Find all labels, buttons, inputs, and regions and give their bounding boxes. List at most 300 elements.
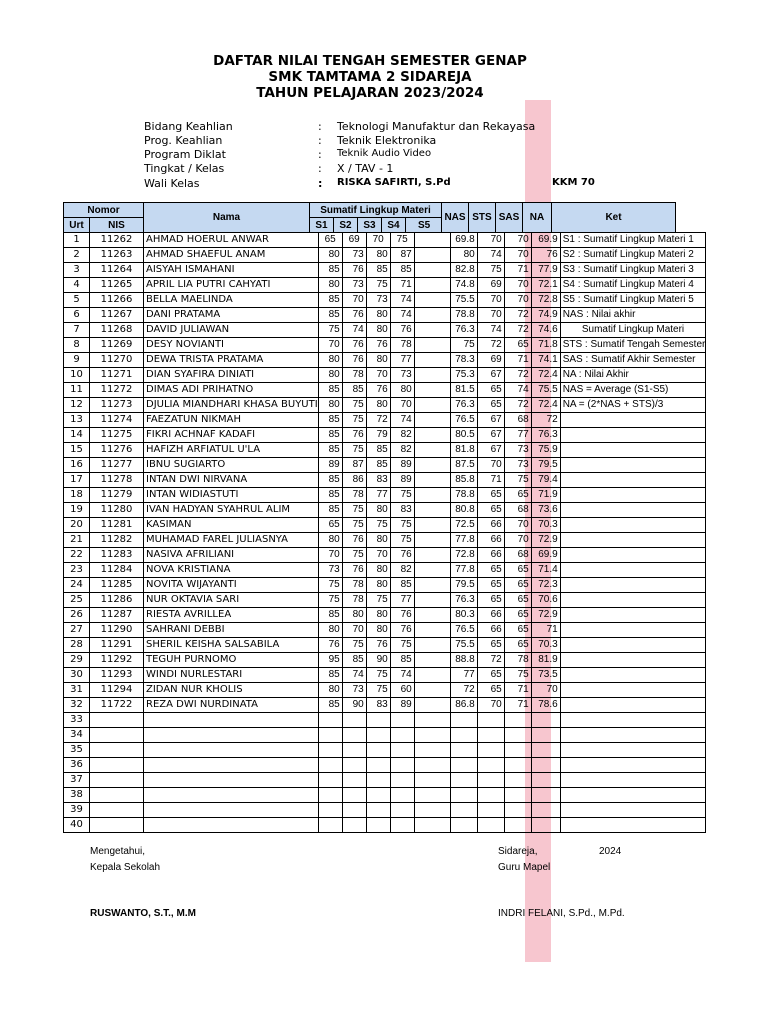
row-nas: 82.8 xyxy=(450,263,477,278)
info-label-tingkat: Tingkat / Kelas xyxy=(144,162,225,175)
row-s2: 76 xyxy=(342,263,366,278)
table-row xyxy=(64,353,706,368)
row-sas: 70 xyxy=(504,248,531,263)
row-na: 75.5 xyxy=(531,383,560,398)
row-s5 xyxy=(414,263,450,278)
row-urt: 6 xyxy=(64,308,90,323)
row-nis: 11272 xyxy=(90,383,144,398)
row-s4: 74 xyxy=(390,413,414,428)
row-sts: 65 xyxy=(477,668,504,683)
row-s2: 85 xyxy=(342,653,366,668)
row-nas: 80 xyxy=(450,248,477,263)
row-urt: 7 xyxy=(64,323,90,338)
row-sts: 65 xyxy=(477,593,504,608)
row-sts: 65 xyxy=(477,383,504,398)
row-na: 70 xyxy=(531,683,560,698)
row-sts: 70 xyxy=(477,698,504,713)
row-nama: NOVITA WIJAYANTI xyxy=(144,578,319,593)
row-s3: 85 xyxy=(366,458,390,473)
header-urt: Urt xyxy=(63,217,90,233)
row-s5 xyxy=(414,248,450,263)
row-nama: IVAN HADYAN SYAHRUL ALIM xyxy=(144,503,319,518)
row-nis: 11290 xyxy=(90,623,144,638)
table-row xyxy=(64,443,706,458)
row-nas: 72.5 xyxy=(450,518,477,533)
row-s4: 85 xyxy=(390,653,414,668)
row-s4: 82 xyxy=(390,563,414,578)
row-ket xyxy=(560,428,706,443)
header-nama: Nama xyxy=(143,202,310,233)
row-s3: 80 xyxy=(366,608,390,623)
row-s2: 78 xyxy=(342,368,366,383)
row-urt: 34 xyxy=(64,728,90,743)
school-name: SMK TAMTAMA 2 SIDAREJA xyxy=(268,69,472,85)
footer-mengetahui: Mengetahui, xyxy=(90,846,146,857)
header-s3: S3 xyxy=(357,217,382,233)
row-nas: 80.8 xyxy=(450,503,477,518)
row-na xyxy=(531,758,560,773)
row-nas xyxy=(450,818,477,833)
doc-title: DAFTAR NILAI TENGAH SEMESTER GENAP xyxy=(213,53,527,69)
row-na: 77.9 xyxy=(531,263,560,278)
row-s5 xyxy=(414,728,450,743)
row-sas xyxy=(504,758,531,773)
row-nama: NASIVA AFRILIANI xyxy=(144,548,319,563)
row-nama: SAHRANI DEBBI xyxy=(144,623,319,638)
row-s1: 85 xyxy=(318,608,342,623)
footer-year: 2024 xyxy=(599,846,622,857)
row-na xyxy=(531,818,560,833)
info-colon: : xyxy=(318,162,322,175)
row-s1: 80 xyxy=(318,683,342,698)
row-s1: 95 xyxy=(318,653,342,668)
row-urt: 30 xyxy=(64,668,90,683)
row-sts xyxy=(477,788,504,803)
row-sas: 65 xyxy=(504,488,531,503)
table-row xyxy=(64,263,706,278)
row-nama: DJULIA MIANDHARI KHASA BUYUTI xyxy=(144,398,319,413)
row-s4 xyxy=(390,773,414,788)
row-ket xyxy=(560,593,706,608)
row-nas: 75 xyxy=(450,338,477,353)
row-nas: 76.5 xyxy=(450,623,477,638)
row-nama: DESY NOVIANTI xyxy=(144,338,319,353)
row-ket xyxy=(560,698,706,713)
row-s4: 75 xyxy=(390,518,414,533)
row-nas xyxy=(450,713,477,728)
row-s1: 80 xyxy=(318,533,342,548)
row-sts: 67 xyxy=(477,413,504,428)
row-ket xyxy=(560,638,706,653)
row-s2: 74 xyxy=(342,323,366,338)
row-s3: 80 xyxy=(366,353,390,368)
row-na: 79.4 xyxy=(531,473,560,488)
row-nis: 11262 xyxy=(90,233,144,248)
row-urt: 39 xyxy=(64,803,90,818)
row-s2: 69 xyxy=(342,233,366,248)
row-urt: 19 xyxy=(64,503,90,518)
row-na: 79.5 xyxy=(531,458,560,473)
row-nis: 11277 xyxy=(90,458,144,473)
row-sas: 78 xyxy=(504,653,531,668)
row-nis: 11275 xyxy=(90,428,144,443)
info-label-bidang: Bidang Keahlian xyxy=(144,120,233,133)
row-nis xyxy=(90,773,144,788)
row-s1: 85 xyxy=(318,698,342,713)
row-nas: 77 xyxy=(450,668,477,683)
row-s3: 80 xyxy=(366,503,390,518)
row-na: 74.9 xyxy=(531,308,560,323)
row-s2: 74 xyxy=(342,668,366,683)
footer-kepala-sekolah: Kepala Sekolah xyxy=(90,862,161,873)
row-urt: 2 xyxy=(64,248,90,263)
row-s2: 75 xyxy=(342,398,366,413)
row-na: 73.6 xyxy=(531,503,560,518)
row-urt: 17 xyxy=(64,473,90,488)
table-row xyxy=(64,743,706,758)
table-row xyxy=(64,503,706,518)
row-sts: 74 xyxy=(477,248,504,263)
row-s1: 85 xyxy=(318,488,342,503)
table-row xyxy=(64,578,706,593)
row-nis xyxy=(90,758,144,773)
row-na: 72.1 xyxy=(531,278,560,293)
row-s3: 80 xyxy=(366,308,390,323)
row-nas: 75.5 xyxy=(450,293,477,308)
row-s1: 85 xyxy=(318,503,342,518)
row-sts: 71 xyxy=(477,473,504,488)
row-nas xyxy=(450,788,477,803)
row-urt: 37 xyxy=(64,773,90,788)
row-s2 xyxy=(342,743,366,758)
row-s4: 74 xyxy=(390,293,414,308)
row-nis xyxy=(90,788,144,803)
row-sts: 65 xyxy=(477,398,504,413)
row-s5 xyxy=(414,398,450,413)
row-sts: 70 xyxy=(477,308,504,323)
table-row xyxy=(64,233,706,248)
row-ket xyxy=(560,803,706,818)
table-row xyxy=(64,728,706,743)
row-s5 xyxy=(414,458,450,473)
row-sas xyxy=(504,773,531,788)
row-s1: 80 xyxy=(318,353,342,368)
row-nas: 78.3 xyxy=(450,353,477,368)
row-s5 xyxy=(414,428,450,443)
row-urt: 38 xyxy=(64,788,90,803)
row-nis: 11276 xyxy=(90,443,144,458)
row-ket: Sumatif Lingkup Materi xyxy=(560,323,706,338)
row-nama xyxy=(144,773,319,788)
row-s2: 87 xyxy=(342,458,366,473)
row-ket xyxy=(560,563,706,578)
row-s3 xyxy=(366,818,390,833)
row-na xyxy=(531,728,560,743)
row-nis: 11287 xyxy=(90,608,144,623)
header-s2: S2 xyxy=(333,217,358,233)
row-s1: 85 xyxy=(318,428,342,443)
row-urt: 32 xyxy=(64,698,90,713)
row-nama: FIKRI ACHNAF KADAFI xyxy=(144,428,319,443)
row-s1: 75 xyxy=(318,593,342,608)
row-nis: 11282 xyxy=(90,533,144,548)
row-s2 xyxy=(342,803,366,818)
row-s1: 85 xyxy=(318,473,342,488)
row-sas: 74 xyxy=(504,383,531,398)
row-s3: 73 xyxy=(366,293,390,308)
table-row xyxy=(64,518,706,533)
row-sas: 72 xyxy=(504,323,531,338)
row-na: 71.9 xyxy=(531,488,560,503)
row-nis: 11271 xyxy=(90,368,144,383)
row-nis: 11267 xyxy=(90,308,144,323)
row-sas: 65 xyxy=(504,608,531,623)
row-sas: 72 xyxy=(504,368,531,383)
row-urt: 16 xyxy=(64,458,90,473)
row-sts: 69 xyxy=(477,278,504,293)
row-na: 74.6 xyxy=(531,323,560,338)
row-sts: 69 xyxy=(477,353,504,368)
row-ket xyxy=(560,443,706,458)
row-nas xyxy=(450,773,477,788)
row-s4: 77 xyxy=(390,353,414,368)
row-sas: 65 xyxy=(504,563,531,578)
row-sts: 65 xyxy=(477,578,504,593)
row-nama: NUR OKTAVIA SARI xyxy=(144,593,319,608)
header-s1: S1 xyxy=(309,217,334,233)
row-s1: 65 xyxy=(318,518,342,533)
row-s5 xyxy=(414,578,450,593)
row-ket xyxy=(560,743,706,758)
row-nis: 11264 xyxy=(90,263,144,278)
row-s5 xyxy=(414,548,450,563)
row-s2 xyxy=(342,788,366,803)
row-s3: 75 xyxy=(366,668,390,683)
row-sts: 66 xyxy=(477,533,504,548)
row-sts: 65 xyxy=(477,683,504,698)
row-nis xyxy=(90,803,144,818)
info-value-diklat: Teknik Audio Video xyxy=(337,148,432,159)
row-s3: 79 xyxy=(366,428,390,443)
row-nas: 87.5 xyxy=(450,458,477,473)
row-ket: NA : Nilai Akhir xyxy=(560,368,706,383)
row-s3: 76 xyxy=(366,638,390,653)
row-urt: 29 xyxy=(64,653,90,668)
row-s2: 75 xyxy=(342,638,366,653)
row-nas: 75.3 xyxy=(450,368,477,383)
row-ket xyxy=(560,533,706,548)
row-ket xyxy=(560,773,706,788)
row-sts: 65 xyxy=(477,563,504,578)
table-row xyxy=(64,533,706,548)
row-urt: 36 xyxy=(64,758,90,773)
row-s4: 75 xyxy=(390,233,414,248)
row-s2: 75 xyxy=(342,503,366,518)
row-nis: 11280 xyxy=(90,503,144,518)
row-s5 xyxy=(414,638,450,653)
row-sts xyxy=(477,728,504,743)
row-nas: 81.8 xyxy=(450,443,477,458)
row-nama: SHERIL KEISHA SALSABILA xyxy=(144,638,319,653)
row-s1: 85 xyxy=(318,443,342,458)
info-value-tingkat: X / TAV - 1 xyxy=(337,162,394,175)
row-s3 xyxy=(366,743,390,758)
header-sas: SAS xyxy=(495,202,523,233)
row-nis xyxy=(90,728,144,743)
row-s2: 78 xyxy=(342,488,366,503)
row-sas: 72 xyxy=(504,308,531,323)
row-urt: 35 xyxy=(64,743,90,758)
row-s3: 72 xyxy=(366,413,390,428)
row-nas: 72 xyxy=(450,683,477,698)
row-s4: 74 xyxy=(390,668,414,683)
row-sas: 68 xyxy=(504,413,531,428)
row-na xyxy=(531,803,560,818)
row-sts xyxy=(477,773,504,788)
row-s3: 80 xyxy=(366,398,390,413)
row-na: 76 xyxy=(531,248,560,263)
row-s4: 87 xyxy=(390,248,414,263)
row-s5 xyxy=(414,653,450,668)
row-sts xyxy=(477,743,504,758)
table-row xyxy=(64,818,706,833)
row-na: 69.9 xyxy=(531,233,560,248)
row-sas: 70 xyxy=(504,233,531,248)
row-s1: 73 xyxy=(318,563,342,578)
row-ket: S5 : Sumatif Lingkup Materi 5 xyxy=(560,293,706,308)
row-s2 xyxy=(342,818,366,833)
row-nama: FAEZATUN NIKMAH xyxy=(144,413,319,428)
row-sas: 68 xyxy=(504,503,531,518)
row-s3: 80 xyxy=(366,623,390,638)
row-nas: 77.8 xyxy=(450,533,477,548)
row-s3 xyxy=(366,713,390,728)
row-ket xyxy=(560,458,706,473)
row-s4: 82 xyxy=(390,443,414,458)
row-s4: 85 xyxy=(390,578,414,593)
row-nas xyxy=(450,758,477,773)
row-s1: 70 xyxy=(318,548,342,563)
row-urt: 31 xyxy=(64,683,90,698)
row-nama: BELLA MAELINDA xyxy=(144,293,319,308)
row-s4: 76 xyxy=(390,608,414,623)
row-nas: 81.5 xyxy=(450,383,477,398)
row-s5 xyxy=(414,683,450,698)
row-nis: 11273 xyxy=(90,398,144,413)
row-na: 72.4 xyxy=(531,398,560,413)
row-s1: 80 xyxy=(318,368,342,383)
row-urt: 28 xyxy=(64,638,90,653)
row-s1 xyxy=(318,758,342,773)
row-s3 xyxy=(366,803,390,818)
row-s2: 70 xyxy=(342,293,366,308)
row-na xyxy=(531,788,560,803)
row-nas: 86.8 xyxy=(450,698,477,713)
row-sts xyxy=(477,758,504,773)
row-urt: 33 xyxy=(64,713,90,728)
row-s5 xyxy=(414,533,450,548)
row-s4 xyxy=(390,758,414,773)
row-nas: 88.8 xyxy=(450,653,477,668)
row-sas: 65 xyxy=(504,593,531,608)
row-sts: 72 xyxy=(477,338,504,353)
row-nas: 76.3 xyxy=(450,593,477,608)
row-sts: 70 xyxy=(477,293,504,308)
row-s3 xyxy=(366,758,390,773)
row-s4: 75 xyxy=(390,638,414,653)
row-ket: NAS = Average (S1-S5) xyxy=(560,383,706,398)
row-sas xyxy=(504,818,531,833)
row-na xyxy=(531,713,560,728)
table-row xyxy=(64,338,706,353)
row-ket xyxy=(560,623,706,638)
row-s2 xyxy=(342,728,366,743)
header-nis: NIS xyxy=(89,217,144,233)
row-sas: 70 xyxy=(504,533,531,548)
row-s5 xyxy=(414,233,450,248)
row-sts: 75 xyxy=(477,263,504,278)
row-nis xyxy=(90,818,144,833)
row-nas: 80.3 xyxy=(450,608,477,623)
row-s1: 85 xyxy=(318,383,342,398)
row-na: 71.4 xyxy=(531,563,560,578)
table-row xyxy=(64,593,706,608)
row-s2: 80 xyxy=(342,608,366,623)
table-row xyxy=(64,698,706,713)
academic-year: TAHUN PELAJARAN 2023/2024 xyxy=(256,85,484,101)
row-s2: 90 xyxy=(342,698,366,713)
table-row xyxy=(64,803,706,818)
row-s5 xyxy=(414,758,450,773)
row-nas: 76.3 xyxy=(450,398,477,413)
table-row xyxy=(64,758,706,773)
row-nas: 78.8 xyxy=(450,308,477,323)
row-sas: 75 xyxy=(504,668,531,683)
row-nas: 74.8 xyxy=(450,278,477,293)
row-nas: 69.8 xyxy=(450,233,477,248)
row-s2: 73 xyxy=(342,683,366,698)
row-s1: 85 xyxy=(318,668,342,683)
table-row xyxy=(64,548,706,563)
row-ket xyxy=(560,518,706,533)
row-nama: DEWA TRISTA PRATAMA xyxy=(144,353,319,368)
row-s4: 80 xyxy=(390,383,414,398)
table-row xyxy=(64,293,706,308)
row-sts: 66 xyxy=(477,548,504,563)
row-s5 xyxy=(414,488,450,503)
row-ket xyxy=(560,548,706,563)
row-s2: 76 xyxy=(342,338,366,353)
row-sts: 72 xyxy=(477,653,504,668)
row-sts: 66 xyxy=(477,518,504,533)
row-nama: AISYAH ISMAHANI xyxy=(144,263,319,278)
row-ket xyxy=(560,578,706,593)
row-s1 xyxy=(318,728,342,743)
row-s4: 89 xyxy=(390,698,414,713)
row-sas: 65 xyxy=(504,623,531,638)
row-s4: 77 xyxy=(390,593,414,608)
table-row xyxy=(64,398,706,413)
row-sas: 72 xyxy=(504,398,531,413)
row-s5 xyxy=(414,803,450,818)
row-s2 xyxy=(342,758,366,773)
row-s4: 82 xyxy=(390,428,414,443)
row-sts xyxy=(477,713,504,728)
row-nas: 75.5 xyxy=(450,638,477,653)
table-row xyxy=(64,668,706,683)
header-sts: STS xyxy=(468,202,496,233)
row-sas: 70 xyxy=(504,278,531,293)
